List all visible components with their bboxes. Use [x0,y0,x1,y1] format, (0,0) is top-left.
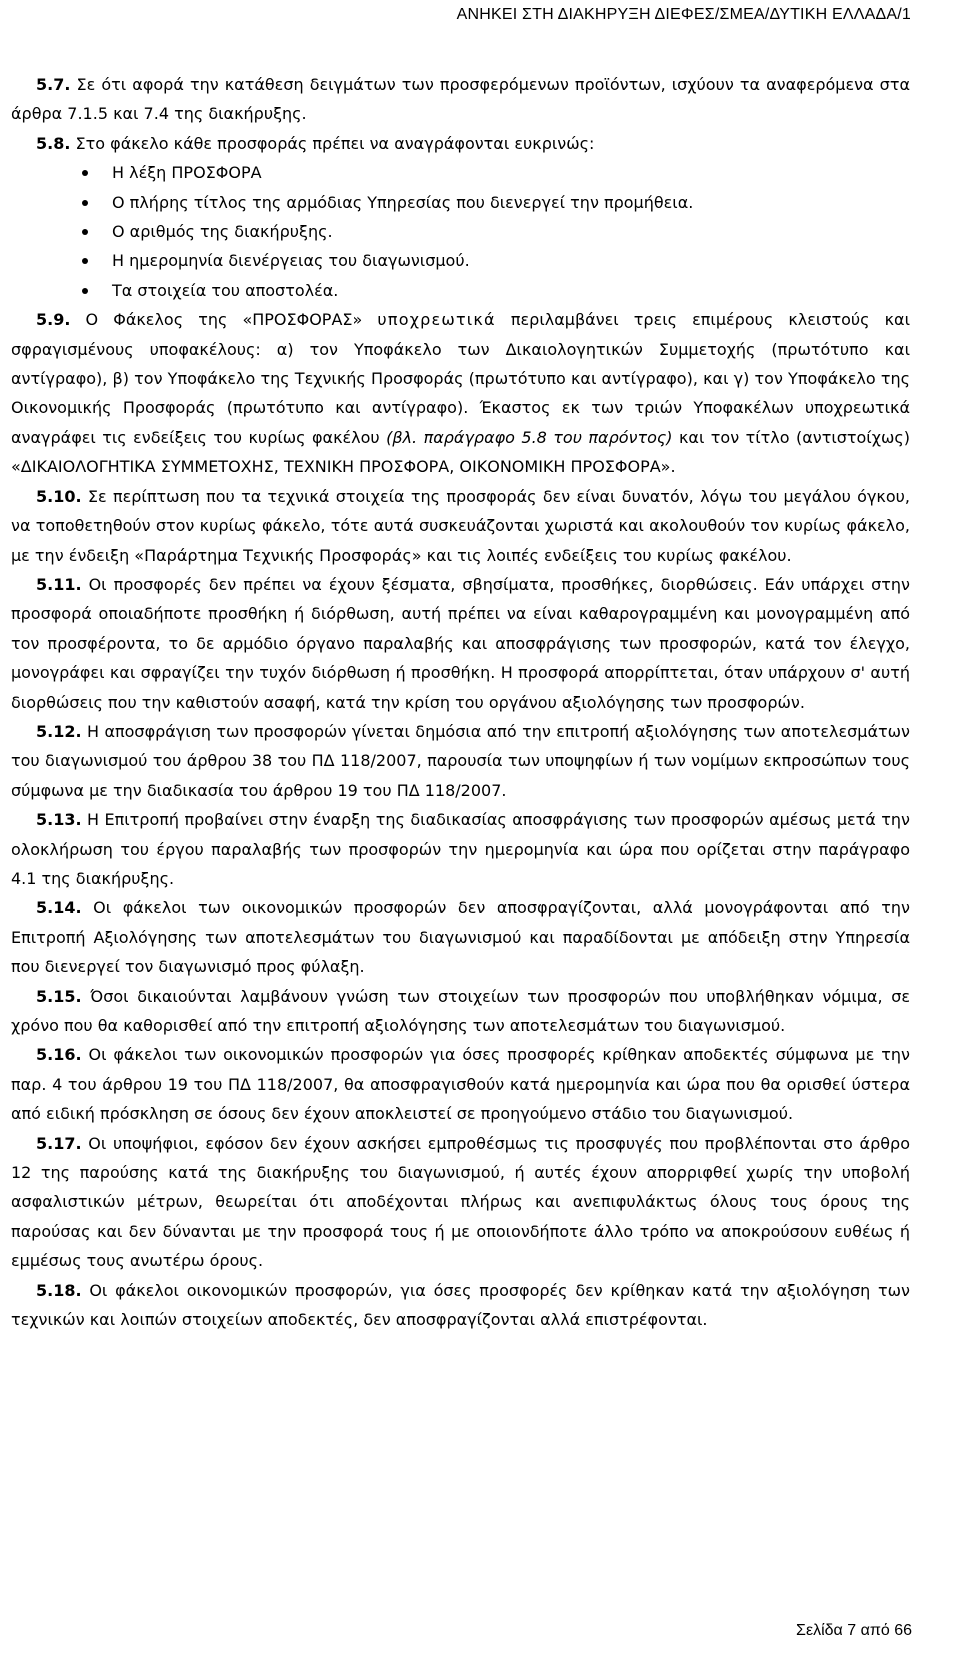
section-number: 5.16. [36,1045,82,1065]
list-item: Η λέξη ΠΡΟΣΦΟΡΑ [11,158,910,187]
section-5-15 [11,982,910,1041]
section-number: 5.7. [36,75,71,94]
section-5-13 [11,805,910,893]
section-text-part3: περιλαμβάνει τρεις επιμέρους κλειστούς και σφραγισμένους υποφακέλους: α) τον Υποφάκελο των Δικαιολογητικών Συμμετοχής (πρωτότυπο και αντίγραφο), β) τον Υποφάκελο της Τεχνικής Προσφοράς (πρωτότυπο και αντίγραφο), και γ) τον Υποφάκελο της Οικονομικής Προσφοράς (πρωτότυπο και αντίγραφο). Έκαστος εκ των τριών Υποφακέλων υποχρεωτικά αναγράφει τις ενδείξεις του κυρίως φακέλου [11,310,911,447]
section-text-italic: (βλ. παράγραφο 5.8 του παρόντος) [386,427,673,447]
section-number: 5.11. [36,574,82,594]
section-text: Οι προσφορές δεν πρέπει να έχουν ξέσματα, σβησίματα, προσθήκες, διορθώσεις. Εάν υπάρχει στην προσφορά οποιαδήποτε προσθήκη ή διόρθωση, αυτή πρέπει να είναι καθαρογραμμένη και μονογραμμένη από τον προσφέροντα, το δε αρμόδιο όργανο παραλαβής και αποσφράγισης των προσφορών, κατά τον έλεγχο, μονογράφει και σφραγίζει την τυχόν διόρθωση ή προσθήκη. Η προσφορά απορρίπτεται, όταν υπάρχουν σ' αυτή διορθώσεις που την καθιστούν ασαφή, κατά την κρίση του οργάνου αξιολόγησης των προσφορών. [11,574,910,712]
section-text: Η αποσφράγιση των προσφορών γίνεται δημόσια από την επιτροπή αξιολόγησης των αποτελεσμάτων του διαγωνισμού του άρθρου 38 του ΠΔ 118/2007, παρουσία των υποψηφίων ή των νομίμων εκπροσώπων τους σύμφωνα με την διαδικασία του άρθρου 19 του ΠΔ 118/2007. [11,721,910,800]
section-5-7 [11,70,910,129]
section-number: 5.14. [36,898,82,918]
envelope-markings-list [11,158,910,305]
section-number: 5.10. [36,486,82,506]
section-5-11 [11,570,910,717]
section-number: 5.13. [36,810,82,830]
page-footer: Σελίδα 7 από 66 [796,1622,912,1639]
section-text: Σε περίπτωση που τα τεχνικά στοιχεία της προσφοράς δεν είναι δυνατόν, λόγω του μεγάλου όγκου, να τοποθετηθούν στον κυρίως φάκελο, τότε αυτά συσκευάζονται χωριστά και ακολουθούν τον κυρίως φάκελο, με την ένδειξη «Παράρτημα Τεχνικής Προσφοράς» και τις λοιπές ενδείξεις του κυρίως φακέλου. [11,486,910,565]
section-number: 5.8. [36,133,71,153]
section-text-part4: και τον τίτλο (αντιστοίχως) «ΔΙΚΑΙΟΛΟΓΗΤΙΚΑ ΣΥΜΜΕΤΟΧΗΣ, ΤΕΧΝΙΚΗ ΠΡΟΣΦΟΡΑ, ΟΙΚΟΝΟΜΙΚΗ ΠΡΟΣΦΟΡΑ». [11,427,910,477]
section-5-10 [11,482,910,570]
section-number: 5.18. [36,1280,82,1300]
list-item: Τα στοιχεία του αποστολέα. [11,276,910,305]
list-item: Ο πλήρης τίτλος της αρμόδιας Υπηρεσίας που διενεργεί την προμήθεια. [11,188,910,217]
section-number: 5.12. [36,721,82,741]
section-text: Στο φάκελο κάθε προσφοράς πρέπει να αναγράφονται ευκρινώς: [75,133,595,153]
list-item: Ο αριθμός της διακήρυξης. [11,217,910,246]
section-text: Όσοι δικαιούνται λαμβάνουν γνώση των στοιχείων των προσφορών που υποβλήθηκαν νόμιμα, σε χρόνο που θα καθορισθεί από την επιτροπή αξιολόγησης των αποτελεσμάτων του διαγωνισμού. [11,986,910,1035]
section-text: Οι υποψήφιοι, εφόσον δεν έχουν ασκήσει εμπροθέσμως τις προσφυγές που προβλέπονται στο άρθρο 12 της παρούσης κατά της διακήρυξης του διαγωνισμού, ή αυτές έχουν απορριφθεί χωρίς την υποβολή ασφαλιστικών μέτρων, θεωρείται ότι αποδέχονται πλήρως και ανεπιφυλάκτως όλους τους όρους της παρούσας και δεν δύνανται με την προσφορά τους ή με οποιονδήποτε άλλο τρόπο να αποκρούσουν ευθέως ή εμμέσως τους ανωτέρω όρους. [11,1133,910,1271]
section-5-16 [11,1040,910,1128]
section-5-12 [11,717,910,805]
section-text-emphasis: υποχρεωτικά [377,310,496,330]
section-5-17 [11,1129,910,1276]
document-body [11,70,910,1334]
list-item: Η ημερομηνία διενέργειας του διαγωνισμού. [11,246,910,275]
section-text: Οι φάκελοι οικονομικών προσφορών, για όσες προσφορές δεν κρίθηκαν κατά την αξιολόγηση των τεχνικών και λοιπών στοιχείων αποδεκτές, δεν αποσφραγίζονται αλλά επιστρέφονται. [11,1280,910,1330]
section-text: Οι φάκελοι των οικονομικών προσφορών δεν αποσφραγίζονται, αλλά μονογράφονται από την Επιτροπή Αξιολόγησης των αποτελεσμάτων του διαγωνισμού και παραδίδονται με απόδειξη στην Υπηρεσία που διενεργεί τον διαγωνισμό προς φύλαξη. [11,898,910,977]
section-5-18 [11,1276,910,1335]
section-text: Η Επιτροπή προβαίνει στην έναρξη της διαδικασίας αποσφράγισης των προσφορών αμέσως μετά την ολοκλήρωση του έργου παραλαβής των προσφορών την ημερομηνία και ώρα που ορίζεται στην παράγραφο 4.1 της διακήρυξης. [11,810,910,888]
section-5-9 [11,305,910,481]
section-number: 5.15. [36,986,82,1006]
section-5-14 [11,893,910,981]
section-text: Σε ότι αφορά την κατάθεση δειγμάτων των προσφερόμενων προϊόντων, ισχύουν τα αναφερόμενα στα άρθρα 7.1.5 και 7.4 της διακήρυξης. [11,75,911,124]
section-text-part1: Ο Φάκελος της «ΠΡΟΣΦΟΡΑΣ» [85,310,363,330]
section-text: Οι φάκελοι των οικονομικών προσφορών για όσες προσφορές κρίθηκαν αποδεκτές σύμφωνα με την παρ. 4 του άρθρου 19 του ΠΔ 118/2007, θα αποσφραγισθούν κατά ημερομηνία και ώρα που θα ορισθεί ύστερα από ειδική πρόσκληση σε όσους δεν έχουν αποκλειστεί σε προηγούμενο στάδιο του διαγωνισμού. [11,1045,910,1124]
section-number: 5.9. [36,310,71,330]
section-5-8 [11,129,910,158]
page-header: ΑΝΗΚΕΙ ΣΤΗ ΔΙΑΚΗΡΥΞΗ ΔΙΕΦΕΣ/ΣΜΕΑ/ΔΥΤΙΚΗ ΕΛΛΑΔΑ/1 [456,6,911,23]
section-number: 5.17. [36,1133,82,1153]
